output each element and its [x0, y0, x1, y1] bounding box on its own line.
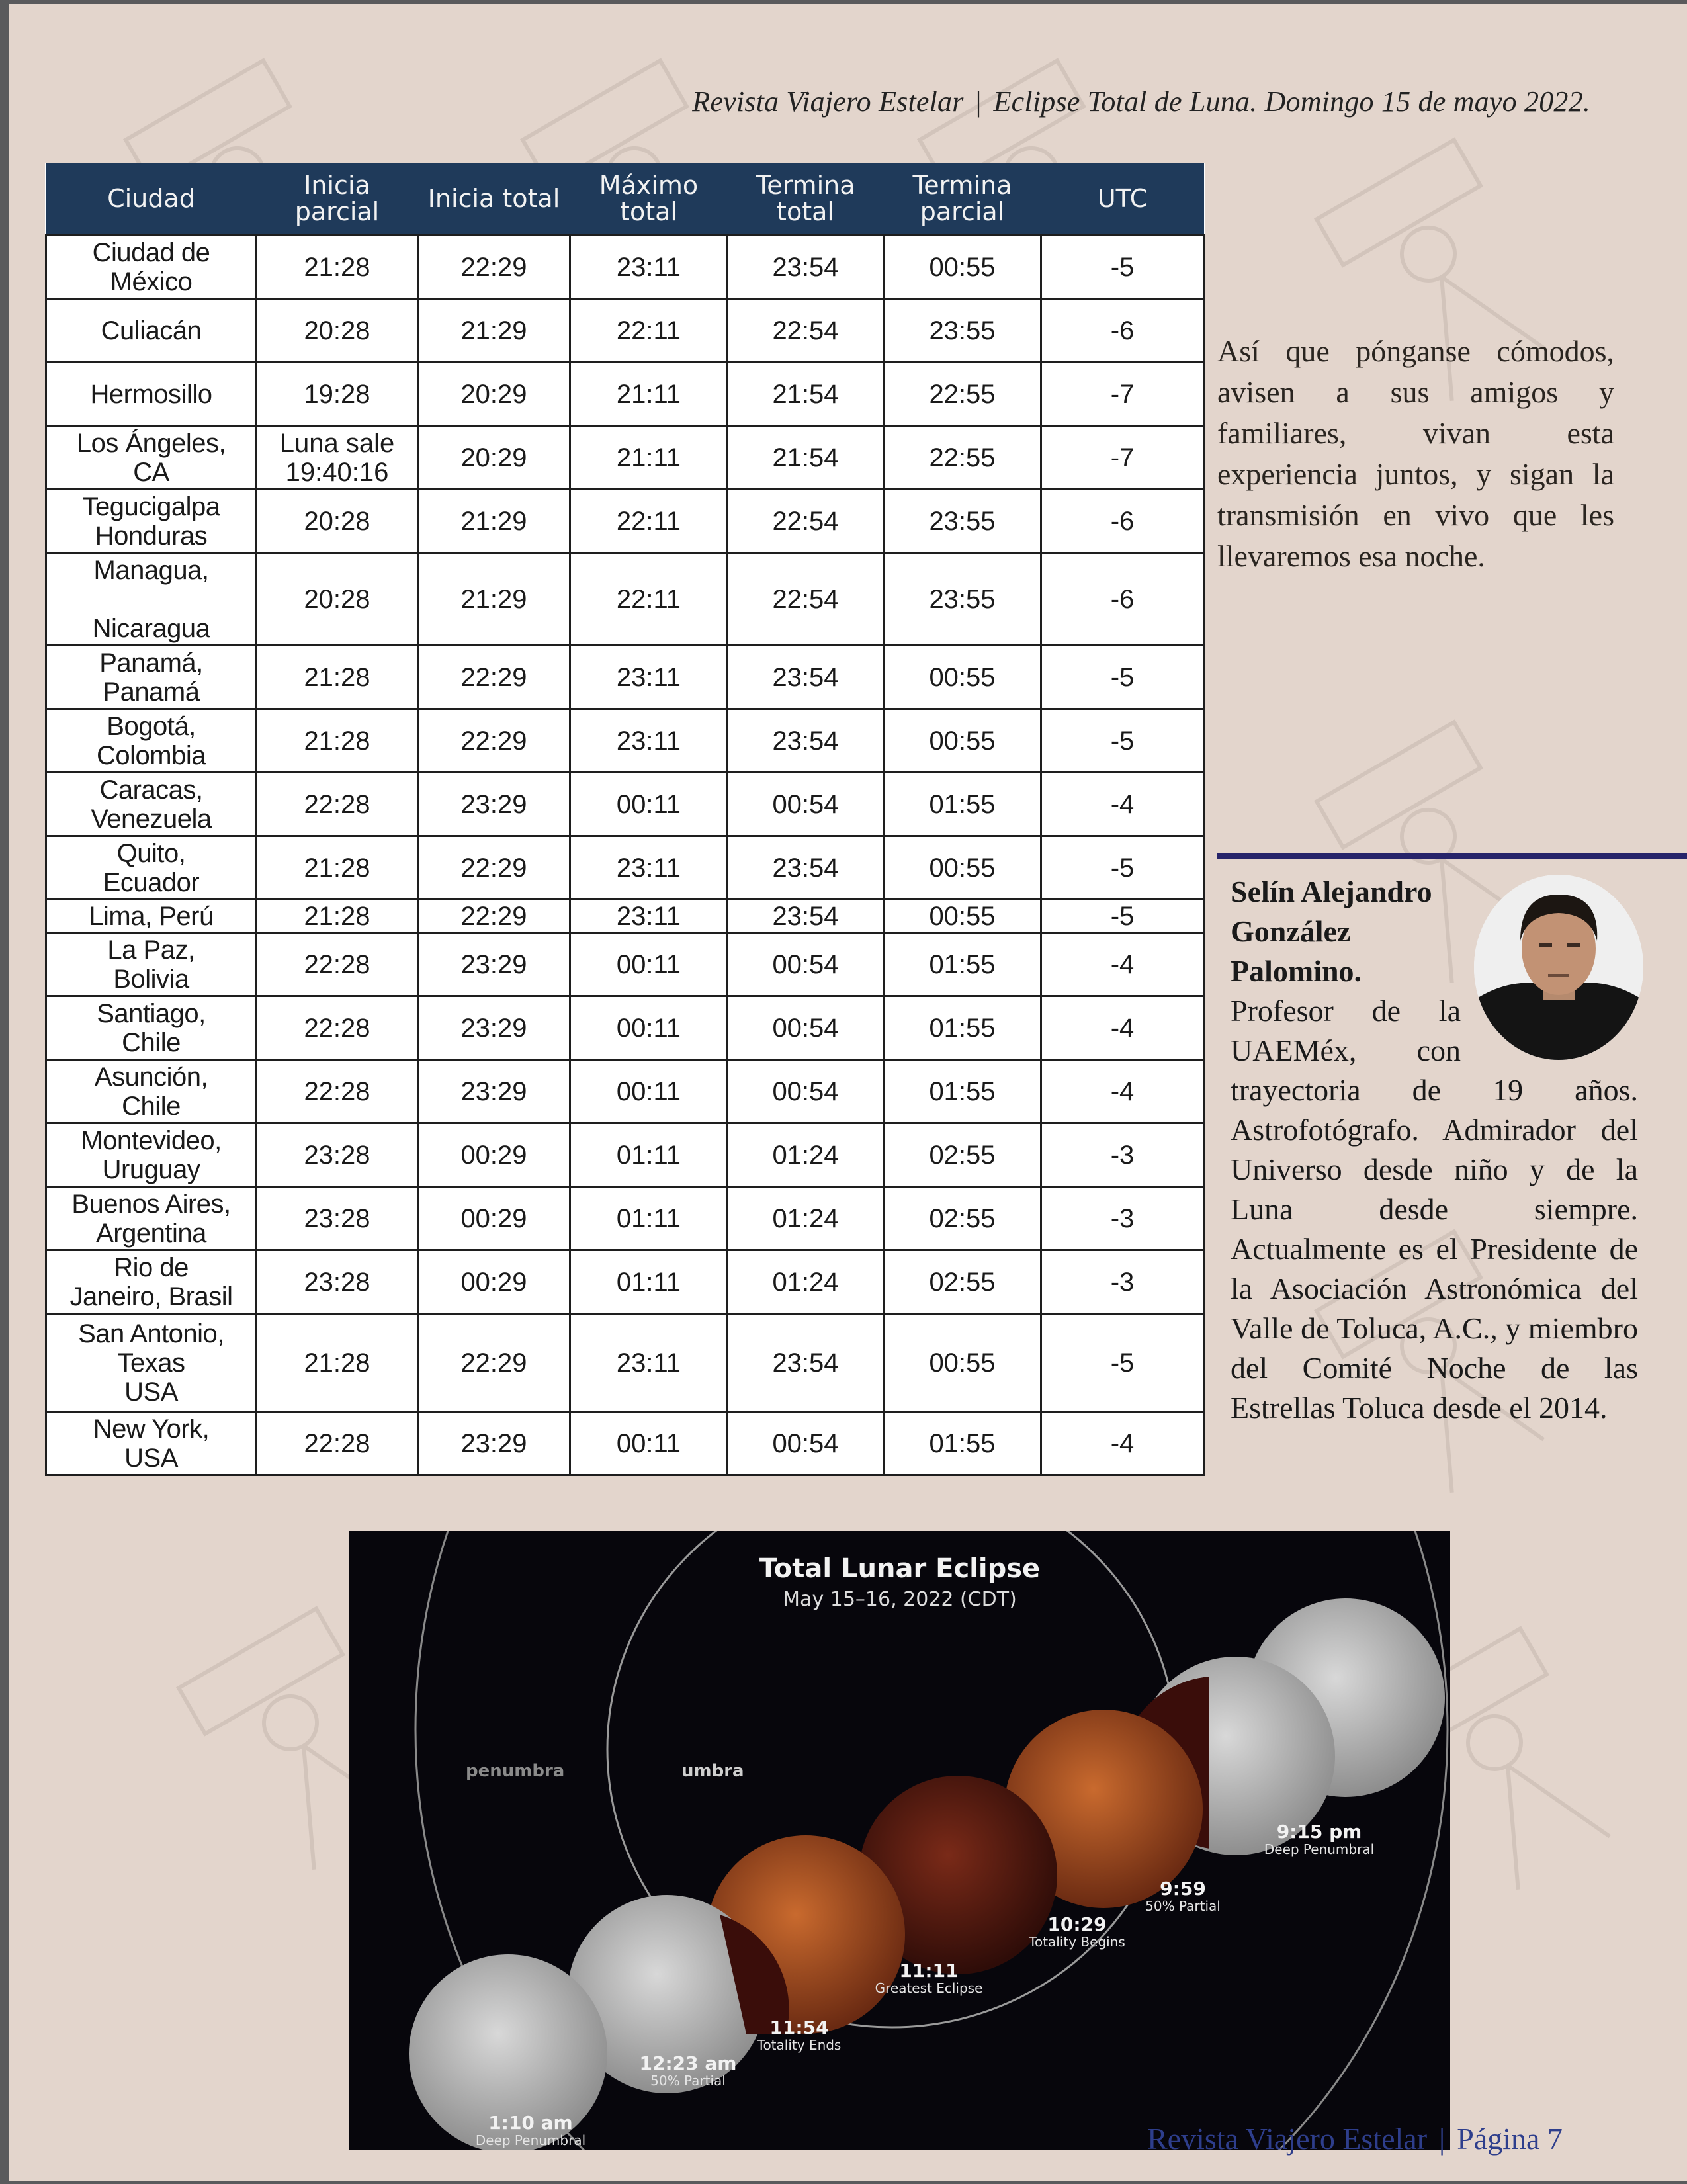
- author-bio-text: Profesor de la UAEMéx, con trayectoria de 19 años. Astrofotógrafo. Admirador del Universo desde niño y de la Luna desde siempre. Actualmente es el Presidente de la Asociación Astronómica del Valle de Toluca, A.C., y miembro del Comité Noche de las Estrellas Toluca desde el 2014.: [1231, 994, 1638, 1424]
- cell-termina-parcial: 00:55: [884, 646, 1041, 709]
- cell-city: La Paz, Bolivia: [46, 933, 257, 996]
- cell-termina-parcial: 02:55: [884, 1187, 1041, 1250]
- column-header-inicia-total: Inicia total: [418, 163, 570, 236]
- cell-termina-total: 01:24: [728, 1250, 884, 1314]
- cell-maximo-total: 01:11: [570, 1123, 728, 1187]
- column-header-ciudad: Ciudad: [46, 163, 257, 236]
- cell-maximo-total: 22:11: [570, 299, 728, 363]
- table-row: [46, 836, 1204, 900]
- phase-label: 12:23 am 50% Partial: [639, 2052, 737, 2089]
- cell-city: Ciudad de México: [46, 236, 257, 299]
- cell-inicia-parcial: 20:28: [257, 299, 418, 363]
- cell-termina-parcial: 23:55: [884, 553, 1041, 646]
- cell-inicia-total: 21:29: [418, 299, 570, 363]
- cell-inicia-total: 23:29: [418, 773, 570, 836]
- cell-utc: -5: [1041, 1314, 1204, 1412]
- cell-termina-parcial: 22:55: [884, 363, 1041, 426]
- cell-inicia-parcial: 21:28: [257, 646, 418, 709]
- table-row: [46, 1123, 1204, 1187]
- header-article-title: Eclipse Total de Luna. Domingo 15 de mayo 2022.: [993, 85, 1590, 118]
- table-row: [46, 1314, 1204, 1412]
- column-header-termina-total: Termina total: [728, 163, 884, 236]
- cell-city: Buenos Aires, Argentina: [46, 1187, 257, 1250]
- footer-separator: |: [1439, 2122, 1446, 2156]
- penumbra-label: penumbra: [466, 1761, 565, 1781]
- cell-maximo-total: 01:11: [570, 1250, 728, 1314]
- cell-city: Hermosillo: [46, 363, 257, 426]
- cell-inicia-total: 22:29: [418, 236, 570, 299]
- cell-utc: -5: [1041, 236, 1204, 299]
- header-magazine-name: Revista Viajero Estelar: [692, 85, 964, 118]
- cell-city: Santiago, Chile: [46, 996, 257, 1060]
- table-row: [46, 933, 1204, 996]
- cell-inicia-parcial: 23:28: [257, 1123, 418, 1187]
- cell-termina-total: 23:54: [728, 836, 884, 900]
- cell-maximo-total: 23:11: [570, 236, 728, 299]
- cell-maximo-total: 01:11: [570, 1187, 728, 1250]
- cell-inicia-parcial: 22:28: [257, 1412, 418, 1475]
- magazine-page: [9, 4, 1687, 2181]
- column-header-termina-parcial: Termina parcial: [884, 163, 1041, 236]
- cell-termina-parcial: 01:55: [884, 1060, 1041, 1123]
- page-number: Página 7: [1457, 2122, 1563, 2156]
- cell-inicia-parcial: 21:28: [257, 900, 418, 933]
- footer-magazine-name: Revista Viajero Estelar: [1147, 2122, 1428, 2156]
- cell-maximo-total: 22:11: [570, 490, 728, 553]
- cell-termina-total: 22:54: [728, 490, 884, 553]
- column-header-inicia-parcial: Inicia parcial: [257, 163, 418, 236]
- cell-utc: -6: [1041, 490, 1204, 553]
- cell-utc: -5: [1041, 836, 1204, 900]
- cell-maximo-total: 23:11: [570, 900, 728, 933]
- cell-termina-total: 23:54: [728, 646, 884, 709]
- cell-inicia-parcial: 19:28: [257, 363, 418, 426]
- cell-utc: -4: [1041, 1412, 1204, 1475]
- diagram-subtitle: May 15–16, 2022 (CDT): [783, 1588, 1017, 1611]
- cell-inicia-total: 21:29: [418, 490, 570, 553]
- cell-inicia-total: 22:29: [418, 646, 570, 709]
- cell-termina-parcial: 01:55: [884, 773, 1041, 836]
- cell-utc: -3: [1041, 1123, 1204, 1187]
- cell-inicia-parcial: 22:28: [257, 996, 418, 1060]
- cell-city: Bogotá, Colombia: [46, 709, 257, 773]
- cell-city: Managua, Nicaragua: [46, 553, 257, 646]
- cell-termina-parcial: 02:55: [884, 1250, 1041, 1314]
- cell-city: San Antonio, Texas USA: [46, 1314, 257, 1412]
- phase-label: 9:15 pm Deep Penumbral: [1264, 1821, 1375, 1857]
- cell-city: New York, USA: [46, 1412, 257, 1475]
- table-row: [46, 646, 1204, 709]
- cell-maximo-total: 00:11: [570, 996, 728, 1060]
- cell-inicia-total: 00:29: [418, 1123, 570, 1187]
- cell-termina-total: 22:54: [728, 553, 884, 646]
- column-header-utc: UTC: [1041, 163, 1204, 236]
- cell-city: Panamá, Panamá: [46, 646, 257, 709]
- cell-inicia-total: 00:29: [418, 1250, 570, 1314]
- cell-termina-total: 00:54: [728, 773, 884, 836]
- table-row: [46, 299, 1204, 363]
- cell-maximo-total: 23:11: [570, 836, 728, 900]
- eclipse-times-table: [45, 163, 1205, 1476]
- cell-utc: -5: [1041, 900, 1204, 933]
- cell-inicia-total: 22:29: [418, 709, 570, 773]
- cell-maximo-total: 00:11: [570, 933, 728, 996]
- cell-inicia-parcial: 22:28: [257, 1060, 418, 1123]
- cell-city: Quito, Ecuador: [46, 836, 257, 900]
- section-divider: [1217, 853, 1687, 859]
- cell-termina-parcial: 00:55: [884, 236, 1041, 299]
- cell-termina-total: 21:54: [728, 363, 884, 426]
- cell-maximo-total: 23:11: [570, 709, 728, 773]
- author-bio: [1231, 991, 1638, 1428]
- cell-city: Culiacán: [46, 299, 257, 363]
- cell-termina-parcial: 00:55: [884, 900, 1041, 933]
- cell-utc: -4: [1041, 933, 1204, 996]
- table-row: [46, 1187, 1204, 1250]
- cell-utc: -7: [1041, 363, 1204, 426]
- cell-inicia-total: 22:29: [418, 836, 570, 900]
- cell-utc: -4: [1041, 996, 1204, 1060]
- table-row: [46, 236, 1204, 299]
- table-row: [46, 363, 1204, 426]
- cell-termina-total: 23:54: [728, 236, 884, 299]
- table-row: [46, 553, 1204, 646]
- table-row: [46, 900, 1204, 933]
- cell-maximo-total: 22:11: [570, 553, 728, 646]
- cell-city: Caracas, Venezuela: [46, 773, 257, 836]
- cell-city: Tegucigalpa Honduras: [46, 490, 257, 553]
- header-separator: |: [975, 85, 982, 118]
- cell-inicia-parcial: 21:28: [257, 709, 418, 773]
- cell-utc: -7: [1041, 426, 1204, 490]
- cell-maximo-total: 21:11: [570, 363, 728, 426]
- cell-inicia-total: 23:29: [418, 933, 570, 996]
- cell-inicia-parcial: 22:28: [257, 933, 418, 996]
- table-row: [46, 1412, 1204, 1475]
- cell-city: Montevideo, Uruguay: [46, 1123, 257, 1187]
- cell-inicia-parcial: 21:28: [257, 236, 418, 299]
- cell-termina-total: 01:24: [728, 1187, 884, 1250]
- cell-maximo-total: 00:11: [570, 1412, 728, 1475]
- phase-label: 9:59 50% Partial: [1145, 1878, 1221, 1914]
- cell-inicia-total: 23:29: [418, 1060, 570, 1123]
- phase-label: 11:11 Greatest Eclipse: [875, 1960, 983, 1996]
- cell-inicia-parcial: 21:28: [257, 1314, 418, 1412]
- table-row: [46, 1250, 1204, 1314]
- cell-termina-total: 00:54: [728, 1060, 884, 1123]
- table-header-row: [46, 163, 1204, 236]
- cell-maximo-total: 00:11: [570, 1060, 728, 1123]
- cell-inicia-total: 22:29: [418, 900, 570, 933]
- cell-inicia-total: 20:29: [418, 363, 570, 426]
- cell-maximo-total: 00:11: [570, 773, 728, 836]
- page-footer: [1147, 2121, 1563, 2156]
- table-row: [46, 709, 1204, 773]
- cell-termina-parcial: 00:55: [884, 709, 1041, 773]
- cell-city: Asunción, Chile: [46, 1060, 257, 1123]
- cell-termina-parcial: 01:55: [884, 996, 1041, 1060]
- cell-termina-total: 23:54: [728, 900, 884, 933]
- cell-termina-parcial: 01:55: [884, 1412, 1041, 1475]
- cell-inicia-parcial: 20:28: [257, 553, 418, 646]
- cell-maximo-total: 23:11: [570, 646, 728, 709]
- cell-inicia-parcial: 23:28: [257, 1250, 418, 1314]
- article-paragraph: Así que pónganse cómodos, avisen a sus amigos y familiares, vivan esta experiencia juntos, y sigan la transmisión en vivo que les llevaremos esa noche.: [1217, 334, 1614, 573]
- cell-inicia-total: 21:29: [418, 553, 570, 646]
- table-row: [46, 1060, 1204, 1123]
- cell-termina-parcial: 02:55: [884, 1123, 1041, 1187]
- cell-inicia-total: 23:29: [418, 1412, 570, 1475]
- cell-utc: -5: [1041, 646, 1204, 709]
- cell-inicia-parcial: 23:28: [257, 1187, 418, 1250]
- cell-termina-total: 00:54: [728, 1412, 884, 1475]
- phase-label: 1:10 am Deep Penumbral: [475, 2112, 586, 2148]
- cell-city: Rio de Janeiro, Brasil: [46, 1250, 257, 1314]
- cell-inicia-total: 20:29: [418, 426, 570, 490]
- cell-utc: -4: [1041, 1060, 1204, 1123]
- cell-termina-parcial: 00:55: [884, 1314, 1041, 1412]
- cell-termina-total: 23:54: [728, 1314, 884, 1412]
- cell-termina-total: 00:54: [728, 996, 884, 1060]
- diagram-title: Total Lunar Eclipse: [759, 1553, 1041, 1584]
- cell-maximo-total: 23:11: [570, 1314, 728, 1412]
- cell-inicia-parcial: 20:28: [257, 490, 418, 553]
- cell-utc: -3: [1041, 1187, 1204, 1250]
- cell-inicia-total: 23:29: [418, 996, 570, 1060]
- cell-termina-parcial: 23:55: [884, 490, 1041, 553]
- table-row: [46, 773, 1204, 836]
- page-header: [644, 85, 1590, 118]
- table-row: [46, 996, 1204, 1060]
- table-row: [46, 426, 1204, 490]
- cell-termina-parcial: 22:55: [884, 426, 1041, 490]
- column-header-maximo-total: Máximo total: [570, 163, 728, 236]
- cell-inicia-parcial: 21:28: [257, 836, 418, 900]
- cell-city: Lima, Perú: [46, 900, 257, 933]
- cell-utc: -6: [1041, 553, 1204, 646]
- cell-utc: -6: [1041, 299, 1204, 363]
- table-row: [46, 490, 1204, 553]
- cell-inicia-parcial: 22:28: [257, 773, 418, 836]
- cell-inicia-total: 00:29: [418, 1187, 570, 1250]
- table-body: [46, 236, 1204, 1475]
- cell-termina-total: 21:54: [728, 426, 884, 490]
- cell-termina-parcial: 00:55: [884, 836, 1041, 900]
- cell-utc: -3: [1041, 1250, 1204, 1314]
- phase-label: 11:54 Totality Ends: [757, 2017, 842, 2053]
- cell-termina-total: 22:54: [728, 299, 884, 363]
- eclipse-diagram: [349, 1531, 1450, 2150]
- author-name: Selín Alejandro González Palomino.: [1231, 875, 1432, 988]
- cell-termina-total: 00:54: [728, 933, 884, 996]
- cell-inicia-parcial: Luna sale 19:40:16: [257, 426, 418, 490]
- umbra-label: umbra: [681, 1761, 744, 1781]
- cell-utc: -4: [1041, 773, 1204, 836]
- cell-termina-total: 01:24: [728, 1123, 884, 1187]
- cell-inicia-total: 22:29: [418, 1314, 570, 1412]
- cell-termina-total: 23:54: [728, 709, 884, 773]
- cell-termina-parcial: 01:55: [884, 933, 1041, 996]
- cell-utc: -5: [1041, 709, 1204, 773]
- phase-label: 10:29 Totality Begins: [1029, 1913, 1125, 1950]
- cell-maximo-total: 21:11: [570, 426, 728, 490]
- cell-termina-parcial: 23:55: [884, 299, 1041, 363]
- cell-city: Los Ángeles, CA: [46, 426, 257, 490]
